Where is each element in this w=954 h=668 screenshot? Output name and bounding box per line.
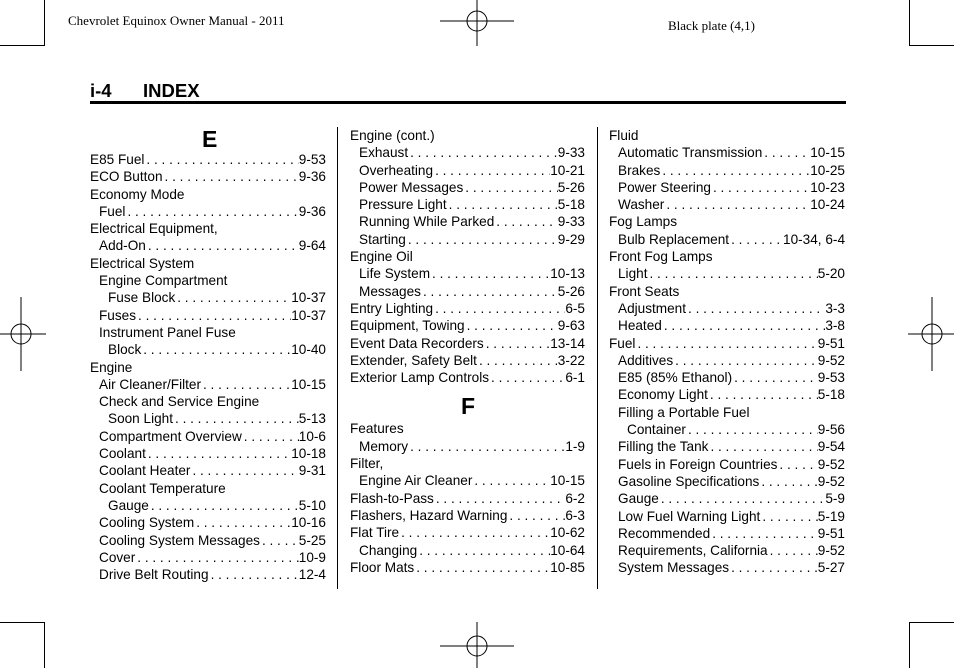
index-entry-page: 5-18	[817, 387, 845, 403]
dot-leader	[163, 168, 299, 185]
index-entry-page: 5-26	[557, 179, 585, 195]
index-entry-page: 6-3	[565, 507, 585, 523]
dot-leader	[664, 196, 810, 213]
index-column-1	[90, 127, 326, 583]
index-entry	[90, 462, 326, 479]
index-entry-term: Additives	[618, 352, 674, 368]
crop-mark	[909, 45, 954, 46]
index-entry-page: 10-62	[550, 525, 585, 541]
index-entry-term: Adjustment	[618, 300, 687, 316]
index-entry-term: System Messages	[618, 560, 730, 576]
index-column-3	[609, 127, 845, 577]
index-entry	[90, 532, 326, 549]
dot-leader	[430, 265, 550, 282]
page-number: i-4	[90, 80, 112, 101]
dot-leader	[141, 341, 291, 358]
index-entry	[609, 213, 845, 230]
index-entry	[350, 369, 585, 386]
index-entry	[609, 369, 845, 386]
index-entry-page: 10-25	[810, 162, 845, 178]
index-entry-term: Fluid	[609, 128, 639, 143]
index-entry-term: Air Cleaner/Filter	[99, 376, 201, 392]
index-entry	[609, 283, 845, 300]
dot-leader	[434, 490, 565, 507]
index-entry-term: Light	[618, 266, 648, 282]
dot-leader	[729, 231, 783, 248]
index-entry-term: Heated	[618, 318, 662, 334]
index-entry-page: 5-19	[817, 508, 845, 524]
index-entry	[609, 421, 845, 438]
index-entry-term: Event Data Recorders	[350, 335, 484, 351]
index-entry	[350, 213, 585, 230]
dot-leader	[729, 559, 818, 576]
index-entry-page: 9-33	[557, 145, 585, 161]
crop-mark	[0, 45, 45, 46]
index-entry-page: 9-56	[817, 422, 845, 438]
index-entry-page: 10-37	[291, 290, 326, 306]
index-entry	[90, 445, 326, 462]
index-entry-term: Drive Belt Routing	[99, 567, 209, 583]
index-entry-term: Floor Mats	[350, 559, 415, 575]
dot-leader	[201, 376, 291, 393]
index-entry-term: Low Fuel Warning Light	[618, 508, 761, 524]
dot-leader	[472, 472, 550, 489]
index-entry-page: 9-36	[298, 169, 326, 185]
index-entry-term: Engine	[90, 359, 133, 375]
index-entry	[350, 455, 585, 472]
index-entry	[90, 497, 326, 514]
index-entry-page: 1-9	[565, 438, 585, 454]
index-entry-term: Front Fog Lamps	[609, 249, 713, 265]
index-entry-term: Exhaust	[359, 145, 409, 161]
index-entry	[350, 507, 585, 524]
index-entry-term: Requirements, California	[618, 543, 768, 559]
index-entry-page: 10-16	[291, 515, 326, 531]
index-entry	[609, 404, 845, 421]
index-entry-page: 5-18	[557, 197, 585, 213]
index-entry-page: 9-52	[817, 352, 845, 368]
dot-leader	[260, 532, 299, 549]
index-entry-term: Coolant Heater	[99, 463, 191, 479]
dot-leader	[484, 335, 550, 352]
index-entry	[350, 335, 585, 352]
index-entry-term: Bulb Replacement	[618, 231, 730, 247]
index-entry-page: 10-6	[298, 428, 326, 444]
index-entry	[90, 272, 326, 289]
index-entry-term: E85 (85% Ethanol)	[618, 370, 733, 386]
index-entry-term: Engine Air Cleaner	[359, 473, 473, 489]
index-entry-page: 6-5	[565, 300, 585, 316]
index-entry	[350, 490, 585, 507]
index-entry	[90, 341, 326, 358]
dot-leader	[190, 462, 298, 479]
heading-rule	[90, 101, 846, 104]
dot-leader	[507, 507, 565, 524]
index-entry-page: 3-8	[825, 318, 845, 334]
dot-leader	[433, 162, 550, 179]
index-entry-term: Exterior Lamp Controls	[350, 370, 490, 386]
index-entry-term: Check and Service Engine	[99, 394, 260, 410]
dot-leader	[768, 542, 818, 559]
index-entry	[350, 196, 585, 213]
plate-label: Black plate (4,1)	[668, 18, 755, 33]
index-entry-term: Washer	[618, 197, 665, 213]
dot-leader	[421, 283, 558, 300]
index-entry	[350, 317, 585, 334]
index-entry-term: Fuses	[99, 307, 137, 323]
dot-leader	[708, 386, 818, 403]
index-entry-term: Filter,	[350, 456, 384, 472]
index-entry-term: Life System	[359, 266, 431, 282]
crop-mark	[909, 0, 910, 46]
index-entry-term: Changing	[359, 542, 418, 558]
index-entry-page: 9-36	[298, 203, 326, 219]
index-entry-page: 10-9	[298, 549, 326, 565]
dot-leader	[125, 203, 298, 220]
index-entry-term: Fuels in Foreign Countries	[618, 456, 778, 472]
column-divider	[597, 127, 598, 589]
index-entry-page: 9-51	[817, 335, 845, 351]
index-entry-term: Electrical System	[90, 255, 195, 271]
index-entry-term: Coolant	[99, 446, 146, 462]
index-entry-term: Fuse Block	[108, 290, 176, 306]
index-entry-term: ECO Button	[90, 169, 163, 185]
index-entry-term: Coolant Temperature	[99, 480, 226, 496]
index-entry	[90, 359, 326, 376]
index-entry-page: 9-29	[557, 231, 585, 247]
index-entry	[350, 524, 585, 541]
index-entry	[90, 514, 326, 531]
index-entry-page: 12-4	[298, 567, 326, 583]
dot-leader	[759, 473, 817, 490]
index-entry	[350, 559, 585, 576]
dot-leader	[135, 549, 299, 566]
index-entry-term: Engine Oil	[350, 249, 413, 265]
index-entry-term: Filling a Portable Fuel	[618, 404, 750, 420]
index-entry-term: Electrical Equipment,	[90, 221, 218, 237]
index-entry	[90, 289, 326, 306]
index-entry	[90, 376, 326, 393]
dot-leader	[647, 265, 817, 282]
index-entry-page: 9-52	[817, 543, 845, 559]
index-entry	[609, 300, 845, 317]
index-entry	[609, 386, 845, 403]
index-entry-term: Engine Compartment	[99, 273, 228, 289]
index-entry	[350, 542, 585, 559]
index-letter-heading: E	[202, 126, 218, 152]
index-entry	[90, 186, 326, 203]
index-entry-page: 10-37	[291, 307, 326, 323]
dot-leader	[673, 352, 818, 369]
index-entry	[609, 490, 845, 507]
index-entry	[609, 438, 845, 455]
registration-mark-icon	[0, 297, 46, 371]
index-entry-page: 10-13	[550, 266, 585, 282]
dot-leader	[635, 335, 817, 352]
index-entry	[609, 335, 845, 352]
index-entry-term: Economy Light	[618, 387, 708, 403]
index-entry-term: Gasoline Specifications	[618, 473, 760, 489]
index-entry	[350, 420, 585, 437]
index-entry-page: 6-2	[565, 490, 585, 506]
index-entry	[350, 248, 585, 265]
index-entry-term: Filling the Tank	[618, 439, 709, 455]
index-entry-term: Gauge	[618, 491, 659, 507]
dot-leader	[732, 369, 818, 386]
index-entry	[609, 248, 845, 265]
index-entry-term: Automatic Transmission	[618, 145, 763, 161]
index-entry-page: 10-64	[550, 542, 585, 558]
index-entry	[350, 162, 585, 179]
index-entry-page: 5-10	[298, 497, 326, 513]
index-entry-page: 3-3	[825, 300, 845, 316]
index-entry	[609, 162, 845, 179]
index-entry	[90, 410, 326, 427]
index-entry	[350, 265, 585, 282]
index-entry-page: 9-54	[817, 439, 845, 455]
index-entry-term: Add-On	[99, 238, 146, 254]
index-entry	[609, 317, 845, 334]
index-entry	[90, 428, 326, 445]
dot-leader	[489, 369, 565, 386]
dot-leader	[144, 151, 298, 168]
dot-leader	[463, 179, 558, 196]
dot-leader	[760, 508, 817, 525]
index-entry	[350, 231, 585, 248]
dot-leader	[414, 559, 550, 576]
index-entry-page: 5-25	[298, 532, 326, 548]
index-entry-term: Starting	[359, 231, 406, 247]
index-entry	[90, 220, 326, 237]
section-heading	[90, 80, 846, 102]
dot-leader	[686, 300, 825, 317]
index-entry-page: 5-9	[825, 491, 845, 507]
index-entry-page: 6-1	[565, 370, 585, 386]
index-entry-page: 3-22	[557, 352, 585, 368]
dot-leader	[194, 514, 291, 531]
index-entry-term: Cooling System	[99, 515, 195, 531]
index-entry-term: Pressure Light	[359, 197, 447, 213]
crop-mark	[0, 622, 45, 623]
index-entry-page: 10-15	[291, 376, 326, 392]
manual-title: Chevrolet Equinox Owner Manual - 2011	[68, 13, 285, 28]
dot-leader	[399, 524, 550, 541]
dot-leader	[417, 542, 550, 559]
registration-mark-icon	[440, 622, 514, 668]
column-divider	[337, 127, 338, 589]
index-entry-term: E85 Fuel	[90, 152, 145, 167]
dot-leader	[660, 162, 810, 179]
index-entry-page: 10-85	[550, 559, 585, 575]
index-entry-page: 5-20	[817, 266, 845, 282]
index-entry	[90, 255, 326, 272]
index-entry	[350, 438, 585, 455]
index-entry	[90, 549, 326, 566]
index-entry-page: 9-64	[298, 238, 326, 254]
dot-leader	[209, 566, 299, 583]
index-entry-term: Flash-to-Pass	[350, 490, 434, 506]
index-entry	[609, 144, 845, 161]
dot-leader	[708, 438, 817, 455]
index-entry-page: 9-33	[557, 214, 585, 230]
index-entry	[90, 307, 326, 324]
index-entry-term: Power Messages	[359, 179, 464, 195]
index-entry	[90, 237, 326, 254]
index-entry-term: Block	[108, 342, 142, 358]
index-entry-page: 9-53	[298, 152, 326, 167]
index-entry	[609, 559, 845, 576]
index-entry	[90, 393, 326, 410]
index-entry-term: Recommended	[618, 525, 711, 541]
index-entry-term: Features	[350, 421, 404, 437]
index-entry	[350, 179, 585, 196]
dot-leader	[136, 307, 291, 324]
dot-leader	[686, 421, 818, 438]
page-title: INDEX	[143, 80, 200, 101]
index-entry	[350, 127, 585, 144]
dot-leader	[242, 428, 299, 445]
index-entry-term: Fuel	[99, 203, 126, 219]
index-entry-term: Brakes	[618, 162, 661, 178]
index-entry-page: 10-34, 6-4	[783, 231, 845, 247]
index-entry-page: 5-27	[817, 560, 845, 576]
index-entry-term: Container	[627, 422, 686, 438]
index-entry	[350, 300, 585, 317]
index-entry	[90, 203, 326, 220]
index-entry-page: 5-13	[298, 411, 326, 427]
index-entry-page: 10-15	[810, 145, 845, 161]
index-entry	[609, 196, 845, 213]
crop-mark	[44, 0, 45, 46]
dot-leader	[406, 231, 558, 248]
index-entry	[350, 283, 585, 300]
index-entry-term: Fog Lamps	[609, 214, 678, 230]
index-entry-page: 10-18	[291, 446, 326, 462]
index-entry-term: Front Seats	[609, 283, 680, 299]
index-entry-term: Cooling System Messages	[99, 532, 260, 548]
index-entry	[350, 352, 585, 369]
index-entry	[609, 179, 845, 196]
index-entry-term: Cover	[99, 549, 136, 565]
index-entry-term: Equipment, Towing	[350, 318, 465, 334]
index-entry-term: Fuel	[609, 335, 636, 351]
index-entry-term: Engine (cont.)	[350, 128, 435, 143]
index-column-2	[350, 127, 585, 576]
dot-leader	[408, 144, 558, 161]
dot-leader	[777, 456, 817, 473]
index-entry	[350, 472, 585, 489]
index-entry-page: 10-21	[550, 162, 585, 178]
index-entry-term: Running While Parked	[359, 214, 495, 230]
registration-mark-icon	[440, 0, 514, 46]
index-entry	[90, 566, 326, 583]
dot-leader	[447, 196, 558, 213]
dot-leader	[659, 490, 826, 507]
crop-mark	[909, 622, 954, 623]
index-entry-term: Instrument Panel Fuse	[99, 324, 236, 340]
index-entry-term: Entry Lighting	[350, 300, 434, 316]
index-entry-page: 9-52	[817, 473, 845, 489]
dot-leader	[710, 525, 818, 542]
dot-leader	[711, 179, 810, 196]
index-entry-term: Gauge	[108, 497, 149, 513]
index-entry	[609, 525, 845, 542]
dot-leader	[433, 300, 565, 317]
index-letter-heading: F	[461, 393, 476, 420]
dot-leader	[662, 317, 826, 334]
index-entry-page: 10-24	[810, 197, 845, 213]
index-entry-term: Soon Light	[108, 411, 174, 427]
index-entry-page: 9-53	[817, 370, 845, 386]
dot-leader	[477, 352, 558, 369]
index-entry-page: 10-40	[291, 342, 326, 358]
registration-mark-icon	[908, 297, 954, 371]
crop-mark	[44, 622, 45, 668]
index-entry-term: Overheating	[359, 162, 434, 178]
index-entry-page: 9-52	[817, 456, 845, 472]
index-entry	[90, 480, 326, 497]
index-entry	[609, 127, 845, 144]
index-entry-term: Messages	[359, 283, 421, 299]
index-entry-term: Flat Tire	[350, 525, 400, 541]
dot-leader	[408, 438, 565, 455]
index-entry-page: 10-15	[550, 473, 585, 489]
dot-leader	[146, 445, 291, 462]
index-entry-term: Compartment Overview	[99, 428, 242, 444]
index-entry	[609, 265, 845, 282]
index-entry-page: 9-63	[557, 318, 585, 334]
crop-mark	[909, 622, 910, 668]
dot-leader	[175, 289, 291, 306]
index-entry	[90, 324, 326, 341]
index-entry-term: Economy Mode	[90, 186, 185, 202]
index-entry	[609, 456, 845, 473]
dot-leader	[465, 317, 558, 334]
index-entry	[609, 508, 845, 525]
index-entry	[609, 231, 845, 248]
dot-leader	[173, 410, 299, 427]
index-entry	[350, 144, 585, 161]
index-entry-page: 13-14	[550, 335, 585, 351]
dot-leader	[494, 213, 558, 230]
index-entry-page: 9-51	[817, 525, 845, 541]
index-entry	[609, 542, 845, 559]
index-entry-page: 9-31	[298, 463, 326, 479]
index-entry-term: Memory	[359, 438, 409, 454]
index-entry-term: Flashers, Hazard Warning	[350, 507, 508, 523]
index-entry-page: 5-26	[557, 283, 585, 299]
dot-leader	[762, 144, 810, 161]
index-entry-page: 10-23	[810, 179, 845, 195]
dot-leader	[149, 497, 299, 514]
index-entry	[90, 168, 326, 185]
index-entry-term: Extender, Safety Belt	[350, 352, 477, 368]
index-entry	[609, 473, 845, 490]
dot-leader	[146, 237, 299, 254]
index-entry	[90, 151, 326, 168]
index-entry-term: Power Steering	[618, 179, 711, 195]
index-entry	[609, 352, 845, 369]
